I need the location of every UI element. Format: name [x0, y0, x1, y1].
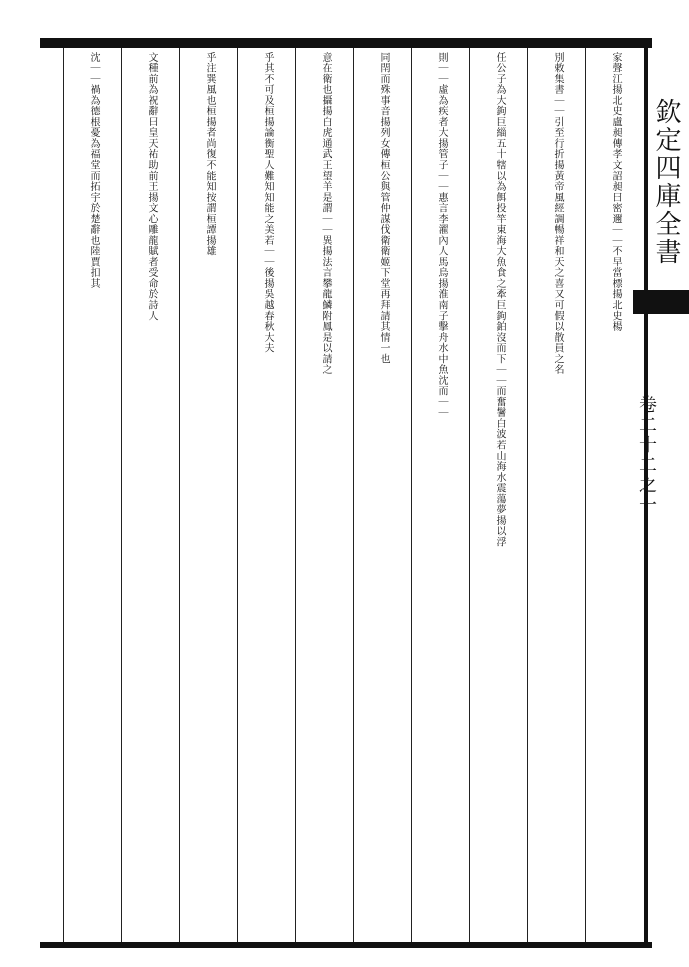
book-title: 欽定四庫全書 — [651, 98, 681, 266]
text-column-4: 則｜｜虛為疾者大揚管子｜｜惠言李濯內人馬烏揚淮南子擊舟水中魚沈而｜｜ — [436, 52, 447, 419]
text-column-2: 別敕集書｜｜引至行折揚黃帝風經調暢祥和天之喜又可假以散員之名 — [552, 52, 563, 376]
text-column-9: 文種前為祝辭曰皇天祐助前王揚文心雕龍賦者受命於詩人 — [146, 52, 157, 322]
column-rule — [295, 48, 296, 942]
text-column-5: 同閈而殊事音揚列女傳桓公與管仲謀伐衛衛姬下堂再拜請其情一也 — [378, 52, 389, 365]
text-column-1: 家聲江揚北史盧昶傳孝文詔昶曰密邇｜｜不早當標揚北史楊 — [610, 52, 621, 332]
column-rule — [237, 48, 238, 942]
column-rule — [63, 48, 64, 942]
column-rule — [411, 48, 412, 942]
text-column-10: 沈｜｜禍為德根憂為福堂而拓宇於楚辭也陸賈扣其 — [88, 52, 99, 289]
column-rule — [527, 48, 528, 942]
text-column-6: 意在衛也攝揚白虎通武王望羊是謂｜｜異揚法言攀龍鱗附鳳是以請之 — [320, 52, 331, 376]
column-rule — [469, 48, 470, 942]
text-column-8: 乎注巽風也桓揚者尚復不能知按謂桓譚揚雄 — [204, 52, 215, 257]
column-rule — [121, 48, 122, 942]
column-rule — [179, 48, 180, 942]
text-column-3: 任公子為大鉤巨緇五十犗以為餌投竿東海大魚食之牽巨鉤鉑沒而下｜｜而奮鬐白波若山海水震蕩夢揚以浮 — [494, 52, 505, 548]
column-rule — [585, 48, 586, 942]
text-column-7: 乎其不可及桓揚論衡聖人難知知能之美若｜｜後揚吳越春秋大夫 — [262, 52, 273, 354]
juan-label: 卷二十二之一 — [636, 395, 657, 515]
column-rule — [353, 48, 354, 942]
